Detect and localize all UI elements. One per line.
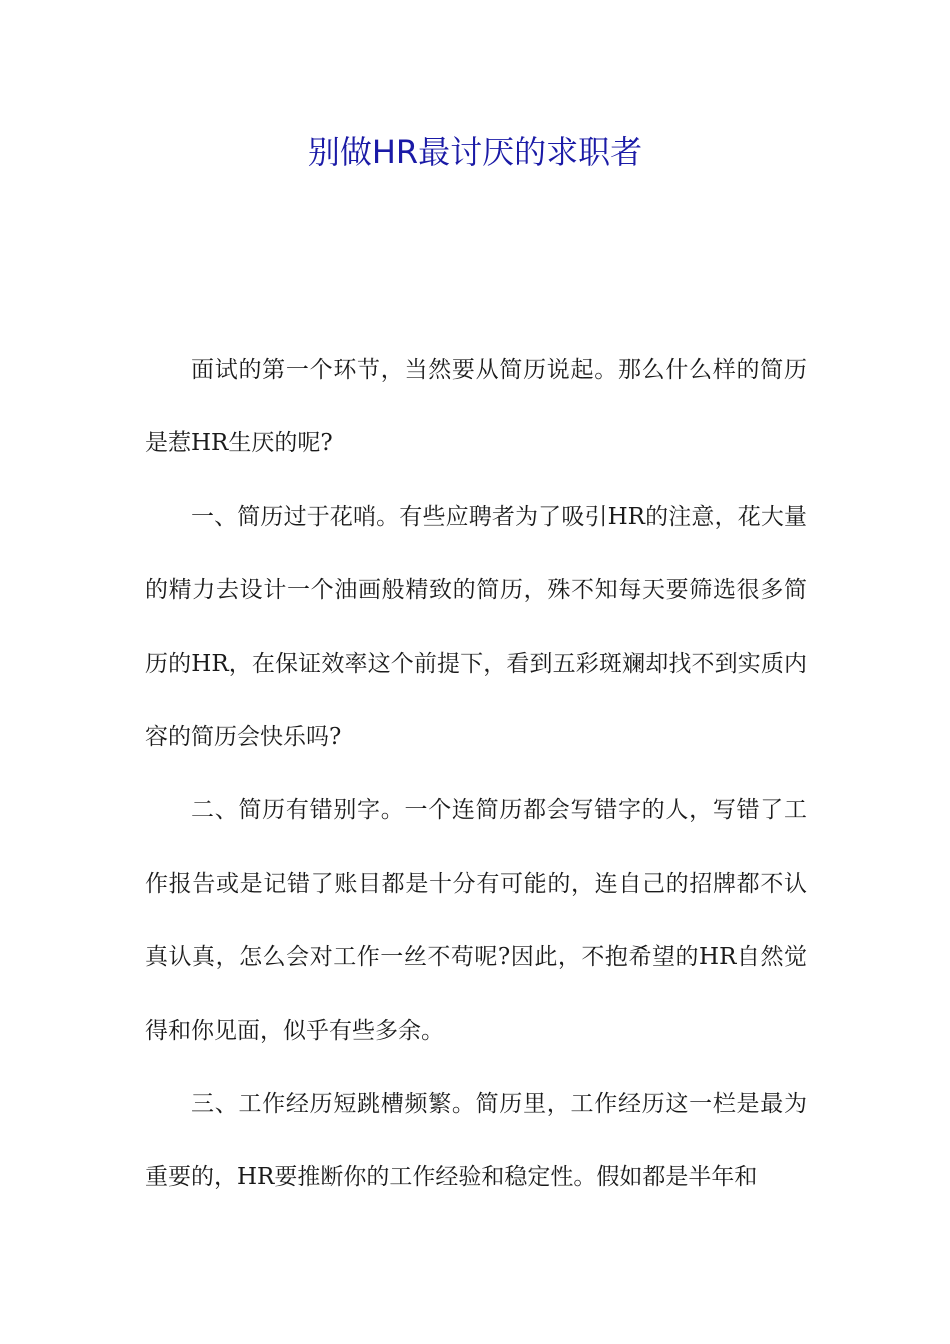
document-title: 别做HR最讨厌的求职者	[307, 133, 643, 171]
paragraph-point-1: 一、简历过于花哨。有些应聘者为了吸引HR的注意，花大量的精力去设计一个油画般精致的简历，殊不知每天要筛选很多简历的HR，在保证效率这个前提下，看到五彩斑斓却找不到实质内容的简历会快乐吗?	[145, 503, 807, 751]
document-body	[145, 334, 807, 1215]
paragraph-point-2: 二、简历有错别字。一个连简历都会写错字的人，写错了工作报告或是记错了账目都是十分有可能的，连自己的招牌都不认真认真，怎么会对工作一丝不苟呢?因此，不抱希望的HR自然觉得和你见面，似乎有些多余。	[145, 797, 807, 1044]
paragraph-intro: 面试的第一个环节，当然要从简历说起。那么什么样的简历是惹HR生厌的呢?	[145, 357, 807, 457]
paragraph-point-3: 三、工作经历短跳槽频繁。简历里，工作经历这一栏是最为重要的，HR要推断你的工作经验和稳定性。假如都是半年和	[145, 1091, 807, 1191]
